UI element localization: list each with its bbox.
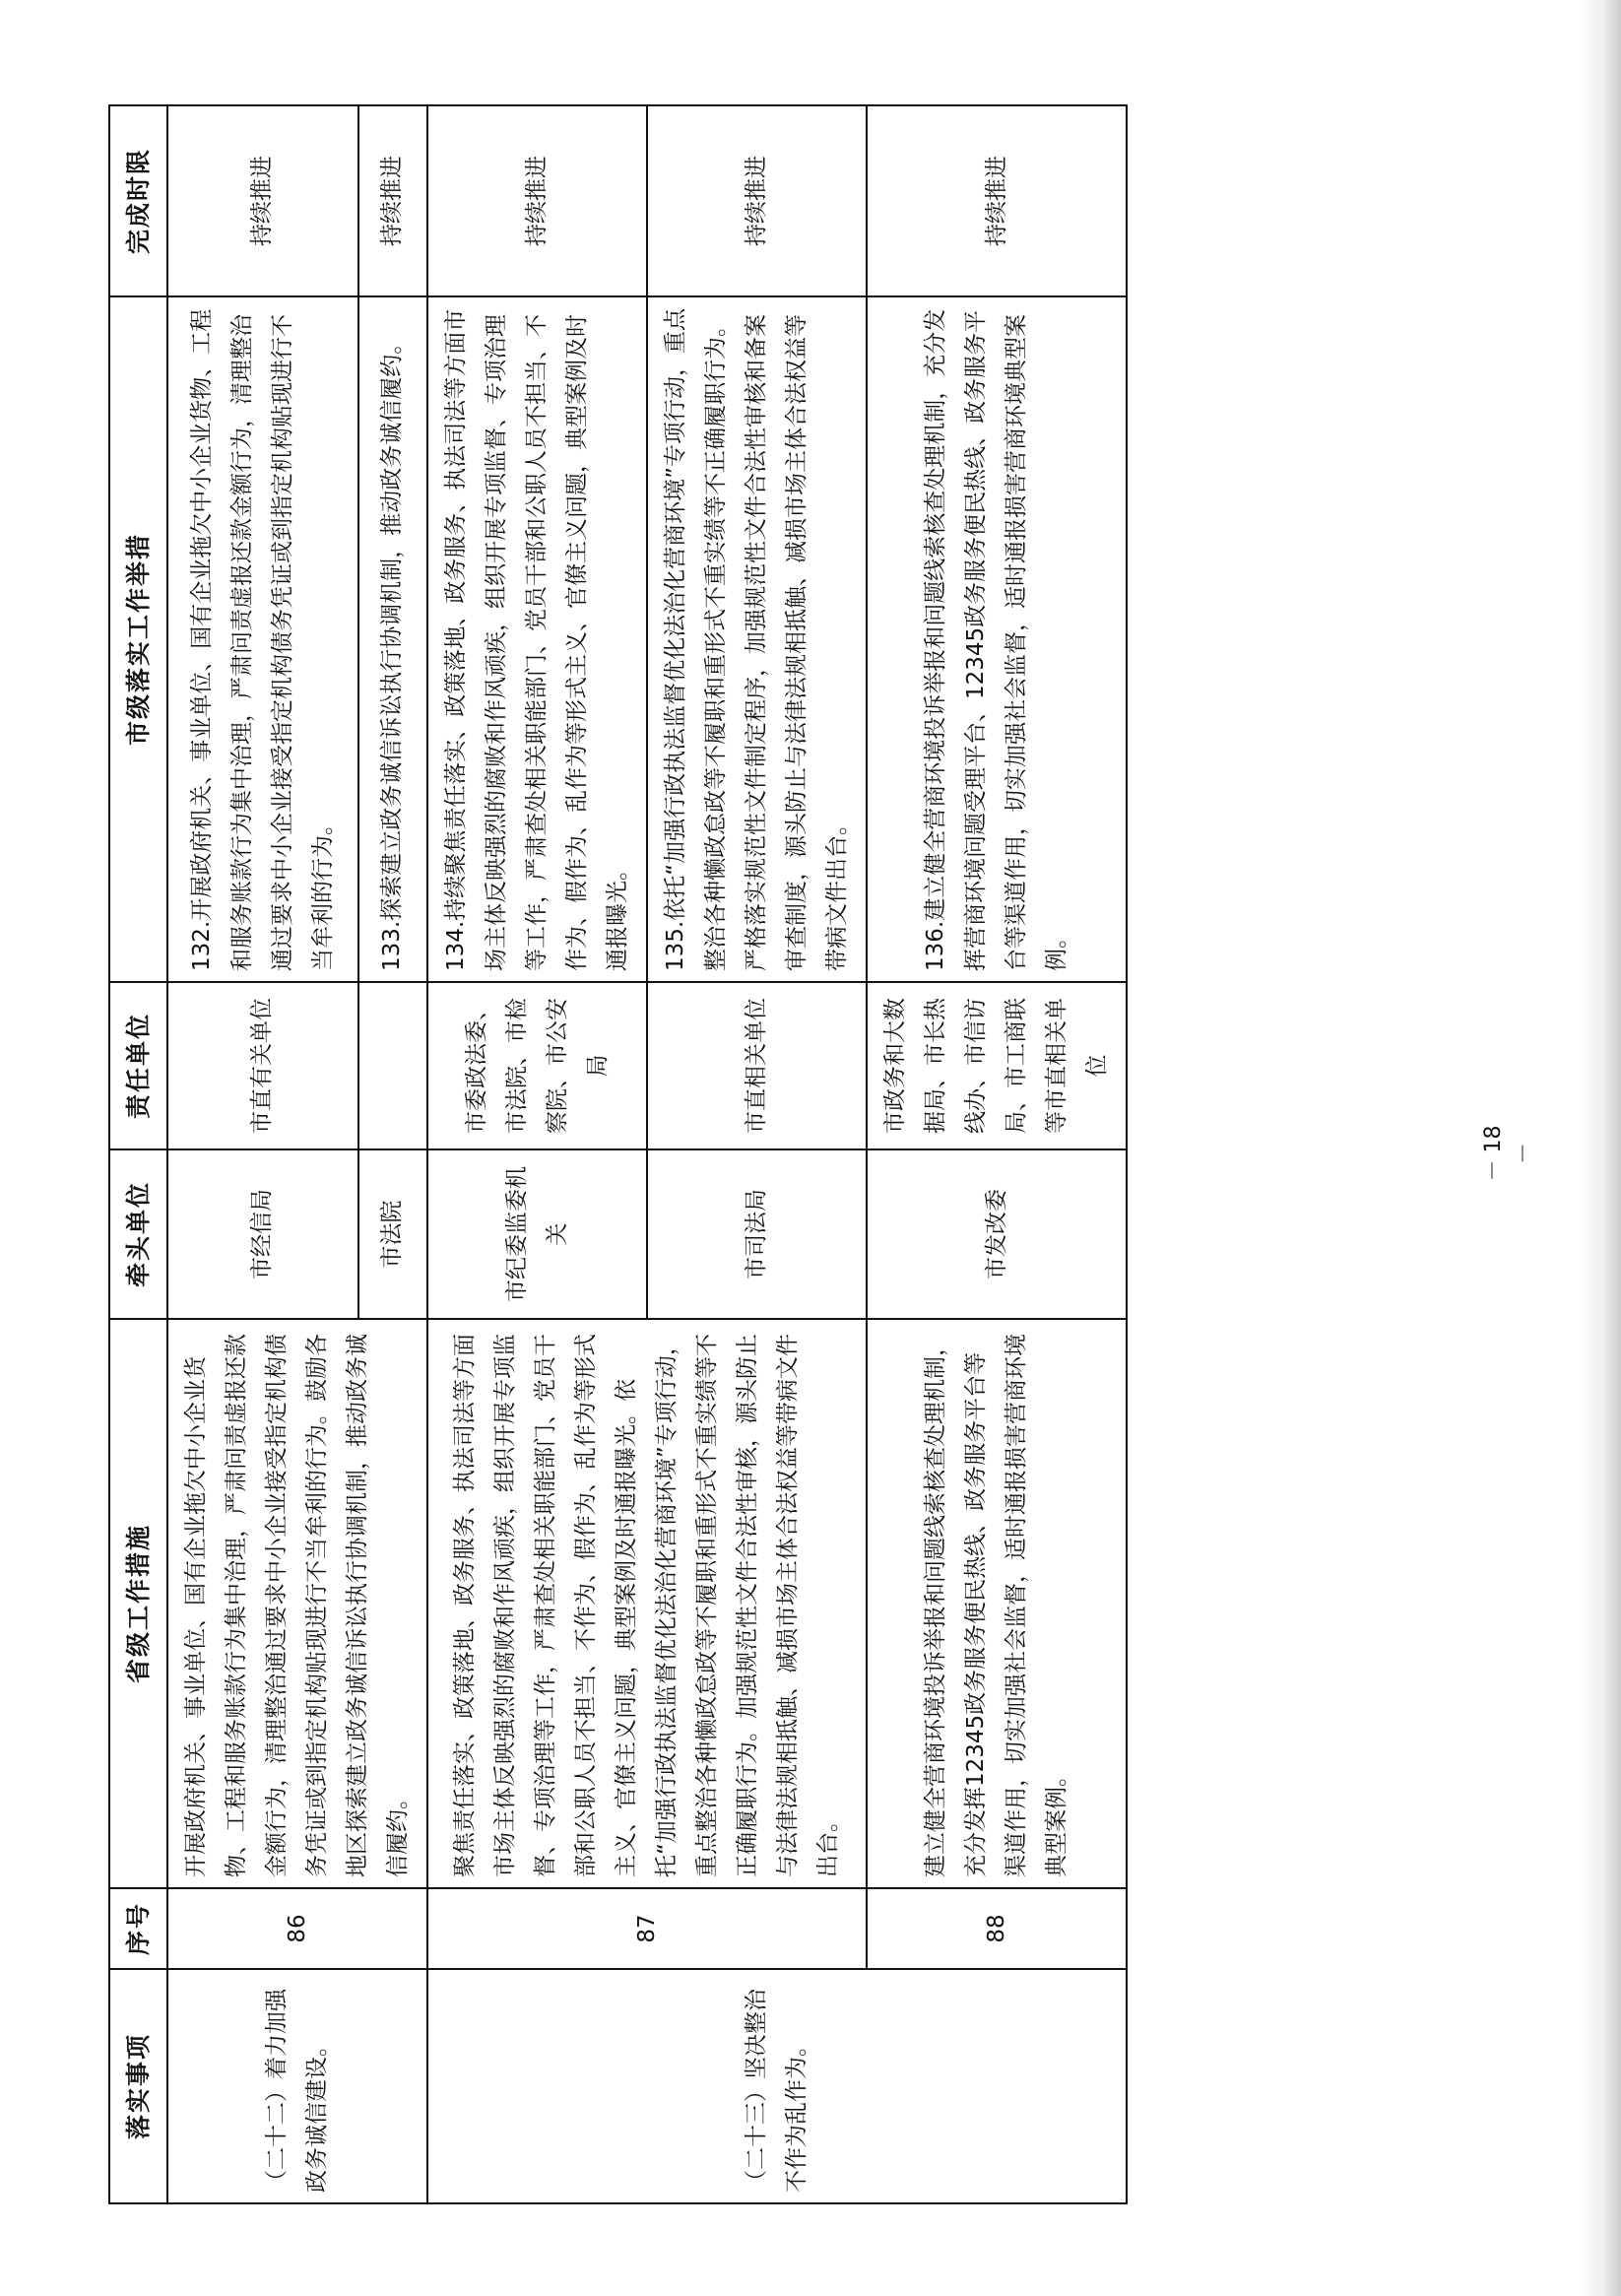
lead-cell: 市发改委 xyxy=(867,1149,1127,1319)
seq-cell: 87 xyxy=(427,1888,867,1969)
table-row xyxy=(867,105,1127,2203)
deadline-cell: 持续推进 xyxy=(867,105,1127,296)
deadline-cell: 持续推进 xyxy=(167,105,358,296)
deadline-cell: 持续推进 xyxy=(427,105,647,296)
city-cell: 136.建立健全营商环境投诉举报和问题线索核查处理机制，充分发挥营商环境问题受理平台、12345政务服务便民热线、政务服务平台等渠道作用，切实加强社会监督，适时通报损害营商环境典型案例。 xyxy=(867,296,1127,982)
header-item: 落实事项 xyxy=(109,1969,167,2203)
resp-cell: 市直相关单位 xyxy=(647,982,867,1149)
resp-cell: 市直有关单位 xyxy=(167,982,358,1149)
header-deadline: 完成时限 xyxy=(109,105,167,296)
prov-cell: 建立健全营商环境投诉举报和问题线索核查处理机制，充分发挥12345政务服务便民热线、政务服务平台等渠道作用，切实加强社会监督，适时通报损害营商环境典型案例。 xyxy=(867,1319,1127,1888)
seq-cell: 88 xyxy=(867,1888,1127,1969)
table-row xyxy=(167,105,358,2203)
city-cell: 135.依托“加强行政执法监督优化法治化营商环境”专项行动，重点整治各种懒政怠政等不履职和重形式不重实绩等不正确履职行为。严格落实规范性文件制定程序，加强规范性文件合法性审核和备案审查制度，源头防止与法律法规相抵触、减损市场主体合法权益等带病文件出台。 xyxy=(647,296,867,982)
city-cell: 133.探索建立政务诚信诉讼执行协调机制，推动政务诚信履约。 xyxy=(358,296,427,982)
resp-cell xyxy=(358,982,427,1149)
prov-cell: 开展政府机关、事业单位、国有企业拖欠中小企业货物、工程和服务账款行为集中治理，严肃问责虚报还款金额行为，清理整治通过要求中小企业接受指定机构债务凭证或到指定机构贴现进行不当牟利的行为。鼓励各地区探索建立政务诚信诉讼执行协调机制，推动政务诚信履约。 xyxy=(167,1319,427,1888)
implementation-table xyxy=(108,104,1128,2204)
city-cell: 132.开展政府机关、事业单位、国有企业拖欠中小企业货物、工程和服务账款行为集中治理，严肃问责虚报还款金额行为，清理整治通过要求中小企业接受指定机构债务凭证或到指定机构贴现进行不当牟利的行为。 xyxy=(167,296,358,982)
lead-cell: 市纪委监委机关 xyxy=(427,1149,647,1319)
lead-cell: 市经信局 xyxy=(167,1149,358,1319)
table-row xyxy=(427,105,647,2203)
page-number: － 18 － xyxy=(1481,1125,1536,1182)
header-city: 市级落实工作举措 xyxy=(109,296,167,982)
item-cell: （二十三）坚决整治不作为乱作为。 xyxy=(427,1969,1127,2203)
rotated-table-wrapper xyxy=(108,106,1110,2204)
header-resp: 责任单位 xyxy=(109,982,167,1149)
header-seq: 序号 xyxy=(109,1888,167,1969)
prov-cell: 聚焦责任落实、政策落地、政务服务、执法司法等方面市场主体反映强烈的腐败和作风顽疾，组织开展专项监督、专项治理等工作，严肃查处相关职能部门、党员干部和公职人员不担当、不作为、假作为、乱作为等形式主义、官僚主义问题，典型案例及时通报曝光。依托“加强行政执法监督优化法治化营商环境”专项行动，重点整治各种懒政怠政等不履职和重形式不重实绩等不正确履职行为。加强规范性文件合法性审核，源头防止与法律法规相抵触、减损市场主体合法权益等带病文件出台。 xyxy=(427,1319,867,1888)
item-cell: （二十二）着力加强政务诚信建设。 xyxy=(167,1969,427,2203)
scan-edge-shadow xyxy=(1578,0,1621,2296)
lead-cell: 市司法局 xyxy=(647,1149,867,1319)
seq-cell: 86 xyxy=(167,1888,427,1969)
deadline-cell: 持续推进 xyxy=(647,105,867,296)
resp-cell: 市委政法委、市法院、市检察院、市公安局 xyxy=(427,982,647,1149)
lead-cell: 市法院 xyxy=(358,1149,427,1319)
resp-cell: 市政务和大数据局、市长热线办、市信访局、市工商联等市直相关单位 xyxy=(867,982,1127,1149)
header-lead: 牵头单位 xyxy=(109,1149,167,1319)
city-cell: 134.持续聚焦责任落实、政策落地、政务服务、执法司法等方面市场主体反映强烈的腐败和作风顽疾，组织开展专项监督、专项治理等工作，严肃查处相关职能部门、党员干部和公职人员不担当、不作为、假作为、乱作为等形式主义、官僚主义问题，典型案例及时通报曝光。 xyxy=(427,296,647,982)
deadline-cell: 持续推进 xyxy=(358,105,427,296)
table-header-row xyxy=(109,105,167,2203)
header-prov: 省级工作措施 xyxy=(109,1319,167,1888)
